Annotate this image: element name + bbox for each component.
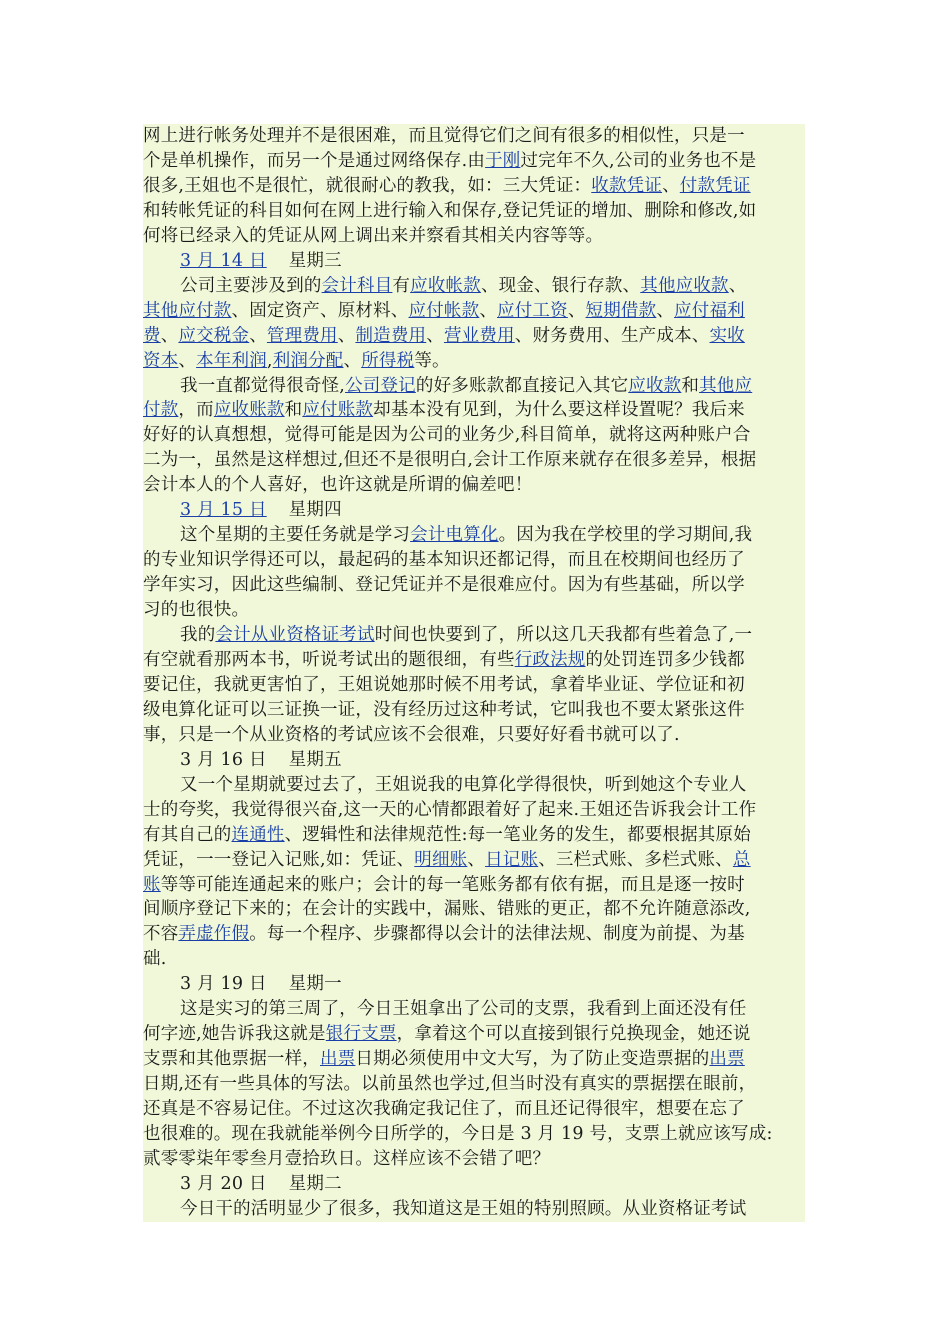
text-line — [143, 922, 745, 947]
date-heading — [180, 249, 342, 274]
text-line — [143, 448, 756, 473]
body-text: 、 — [479, 300, 498, 321]
body-text: 等。 — [414, 350, 450, 371]
text-line — [143, 798, 756, 823]
text-line — [143, 648, 745, 673]
body-text: 不容 — [143, 924, 179, 945]
date-text: 星期四 — [288, 500, 342, 521]
text-line — [143, 673, 745, 698]
text-line — [143, 598, 249, 623]
body-text: 要记住，我就更害怕了，王姐说她那时候不用考试，拿着毕业证、学位证和初 — [143, 674, 745, 695]
text-line — [180, 374, 752, 399]
body-text: 、 — [160, 325, 179, 346]
term-link[interactable]: 实收 — [709, 325, 745, 346]
body-text: 事，只是一个从业资格的考试应该不会很难，只要好好看书就可以了. — [143, 724, 680, 745]
body-text: 时间也快要到了，所以这几天我都有些着急了,一 — [374, 625, 753, 645]
body-text: 、 — [343, 350, 362, 371]
body-text: 这个星期的主要任务就是学习 — [180, 525, 411, 546]
date-text: 3 月 16 日 — [180, 749, 267, 770]
term-link[interactable]: 付款 — [143, 400, 179, 421]
text-line — [143, 873, 745, 898]
term-link[interactable]: 明细账 — [414, 849, 468, 870]
body-text: 、 — [656, 300, 675, 321]
body-text: 何将已经录入的凭证从网上调出来并察看其相关内容等等。 — [143, 225, 604, 246]
term-link[interactable]: 于刚 — [485, 150, 521, 171]
body-text: 今日干的活明显少了很多，我知道这是王姐的特别照顾。从业资格证考试 — [180, 1198, 747, 1219]
term-link[interactable]: 应付账款 — [302, 400, 374, 421]
text-line — [180, 997, 746, 1022]
body-text: 我一直都觉得很奇怪, — [180, 375, 346, 396]
body-text: 二为一，虽然是这样想过,但还不是很明白,会计工作原来就存在很多差异，根据 — [143, 450, 757, 471]
document-text-block — [143, 124, 805, 1222]
body-text: 的专业知识学得还可以，最起码的基本知识还都记得，而且在校期间也经历了 — [143, 550, 745, 571]
body-text: 很多,王姐也不是很忙，就很耐心的教我，如：三大凭证： — [143, 175, 592, 196]
date-heading — [180, 972, 342, 997]
body-text: 公司主要涉及到的 — [180, 275, 322, 296]
term-link[interactable]: 行政法规 — [514, 649, 586, 670]
term-link[interactable]: 账 — [143, 874, 161, 895]
text-line — [143, 947, 166, 972]
term-link[interactable]: 资本 — [143, 350, 179, 371]
body-text: 和 — [681, 375, 700, 396]
date-text: 3 月 20 日 — [180, 1173, 267, 1194]
text-line — [143, 1022, 751, 1047]
body-text: 何字迹,她告诉我这就是 — [143, 1024, 326, 1045]
term-link[interactable]: 收款凭证 — [591, 175, 663, 196]
text-line — [143, 349, 450, 374]
date-text: 3 月 19 日 — [180, 974, 267, 995]
term-link[interactable]: 会计从业资格证考试 — [215, 625, 375, 645]
body-text: 、 — [662, 175, 680, 196]
text-line — [143, 848, 751, 873]
term-link[interactable]: 费 — [143, 325, 161, 346]
term-link[interactable]: 会计电算化 — [410, 525, 499, 546]
text-line — [180, 773, 746, 798]
date-heading — [180, 1172, 342, 1197]
term-link[interactable]: 本年利润 — [196, 350, 267, 371]
body-text: 、固定资产、原材料、 — [231, 300, 409, 321]
body-text: 、现金、银行存款、 — [480, 275, 641, 296]
body-text: 有空就看那两本书，听说考试出的题很细，有些 — [143, 649, 515, 670]
term-link[interactable]: 其他应 — [699, 375, 753, 396]
term-link[interactable]: 应付帐款 — [408, 300, 480, 321]
body-text: ，拿着这个可以直接到银行兑换现金，她还说 — [396, 1024, 751, 1045]
text-line — [143, 698, 745, 723]
body-text: 过完年不久,公司的业务也不是 — [520, 150, 757, 171]
body-text: 个是单机操作，而另一个是通过网络保存.由 — [143, 150, 486, 171]
text-line — [143, 573, 745, 598]
term-link[interactable]: 应收账款 — [213, 400, 285, 421]
text-line — [180, 523, 752, 548]
text-line — [143, 1072, 756, 1097]
text-line — [143, 224, 603, 249]
body-text: 、财务费用、生产成本、 — [514, 325, 710, 346]
body-text: 有 — [392, 275, 411, 296]
date-link[interactable]: 3 月 14 日 — [180, 250, 267, 271]
text-line — [143, 174, 751, 199]
body-text: ，而 — [178, 400, 214, 421]
body-text: 好好的认真想想，觉得可能是因为公司的业务少,科目简单，就将这两种账户合 — [143, 425, 751, 446]
date-text: 星期一 — [288, 974, 342, 995]
body-text: 凭证，一一登记入记账,如：凭证、 — [143, 849, 415, 870]
date-text: 星期五 — [288, 749, 342, 770]
body-text: 学年实习，因此这些编制、登记凭证并不是很难应付。因为有些基础，所以学 — [143, 575, 745, 596]
text-line — [143, 1122, 773, 1147]
body-text: 又一个星期就要过去了，王姐说我的电算化学得很快，听到她这个专业人 — [180, 774, 747, 795]
body-text: 、 — [426, 325, 444, 346]
text-line — [143, 548, 745, 573]
term-link[interactable]: 日记账 — [485, 849, 539, 870]
text-line — [143, 723, 680, 748]
body-text: 习的也很快。 — [143, 600, 250, 621]
term-link[interactable]: 应收款 — [628, 375, 682, 396]
text-line — [143, 199, 756, 224]
date-heading — [180, 498, 342, 523]
term-link[interactable]: 总 — [732, 849, 751, 870]
term-link[interactable]: 应付福利 — [674, 300, 745, 321]
body-text: 等等可能连通起来的账户；会计的每一笔账务都有依有据，而且是逐一按时 — [160, 874, 745, 895]
text-line — [143, 1097, 745, 1122]
term-link[interactable]: 连通性 — [231, 824, 285, 845]
body-text: 这是实习的第三周了，今日王姐拿出了公司的支票，我看到上面还没有任 — [180, 999, 747, 1020]
date-text: 星期三 — [288, 250, 342, 271]
text-line — [143, 324, 745, 349]
term-link[interactable]: 短期借款 — [585, 300, 657, 321]
body-text: 士的夸奖，我觉得很兴奋,这一天的心情都跟着好了起来.王姐还告诉我会计工作 — [143, 799, 757, 820]
date-text: 星期二 — [288, 1173, 342, 1194]
term-link[interactable]: 其他应付款 — [143, 300, 232, 321]
body-text: 、 — [337, 325, 356, 346]
body-text: 础. — [143, 949, 167, 970]
text-line — [143, 473, 532, 498]
body-text: 我的 — [180, 625, 216, 645]
text-line — [143, 1147, 550, 1172]
term-link[interactable]: 出票 — [709, 1049, 745, 1070]
term-link[interactable]: 应付工资 — [497, 300, 568, 321]
body-text: 贰零零柒年零叁月壹拾玖日。这样应该不会错了吧？ — [143, 1148, 551, 1169]
text-line — [143, 149, 756, 174]
term-link[interactable]: 其他应收款 — [640, 275, 729, 296]
text-line — [143, 823, 751, 848]
term-link[interactable]: 出票 — [320, 1049, 356, 1070]
text-line — [143, 1047, 745, 1072]
text-line — [143, 423, 751, 448]
term-link[interactable]: 利润分配 — [272, 350, 344, 371]
term-link[interactable]: 应收帐款 — [410, 275, 481, 296]
body-text: 、三栏式账、多栏式账、 — [538, 849, 733, 870]
body-text: 也很难的。现在我就能举例今日所学的，今日是 3 月 19 号，支票上就应该写成: — [143, 1124, 773, 1144]
text-line — [180, 274, 746, 299]
body-text: 、 — [249, 325, 267, 346]
text-line — [143, 124, 745, 149]
body-text: 和 — [284, 400, 303, 421]
text-line — [180, 1197, 746, 1222]
term-link[interactable]: 营业费用 — [443, 325, 515, 346]
date-heading — [180, 748, 342, 773]
term-link[interactable]: 付款凭证 — [679, 175, 751, 196]
body-text: 的处罚连罚多少钱都 — [585, 649, 745, 670]
body-text: 会计本人的个人喜好，也许这就是所谓的偏差吧！ — [143, 475, 533, 496]
body-text: 、 — [567, 300, 586, 321]
term-link[interactable]: 制造费用 — [355, 325, 427, 346]
text-line — [143, 398, 745, 423]
body-text: 的好多账款都直接记入其它 — [415, 375, 629, 396]
text-line — [143, 299, 745, 324]
body-text: 网上进行帐务处理并不是很困难，而且觉得它们之间有很多的相似性，只是一 — [143, 126, 745, 146]
term-link[interactable]: 应交税金 — [178, 325, 250, 346]
body-text: 。因为我在学校里的学习期间,我 — [498, 525, 753, 546]
body-text: 日期必须使用中文大写，为了防止变造票据的 — [355, 1049, 710, 1070]
body-text: 、 — [178, 350, 197, 371]
body-text: 间顺序登记下来的；在会计的实践中，漏账、错账的更正，都不允许随意添改, — [143, 899, 751, 920]
term-link[interactable]: 管理费用 — [266, 325, 338, 346]
term-link[interactable]: 所得税 — [361, 350, 415, 371]
body-text: 却基本没有见到，为什么要这样设置呢？我后来 — [373, 400, 745, 421]
body-text: 、 — [467, 849, 486, 870]
body-text: 级电算化证可以三证换一证，没有经历过这种考试，它叫我也不要太紧张这件 — [143, 699, 745, 720]
body-text: 有其自己的 — [143, 824, 232, 845]
text-line — [180, 623, 752, 648]
date-link[interactable]: 3 月 15 日 — [180, 500, 267, 521]
term-link[interactable]: 弄虚作假 — [178, 924, 250, 945]
body-text: 和转帐凭证的科目如何在网上进行输入和保存,登记凭证的增加、删除和修改,如 — [143, 200, 757, 221]
body-text: 还真是不容易记住。不过这次我确定我记住了，而且还记得很牢，想要在忘了 — [143, 1099, 745, 1120]
body-text: 。每一个程序、步骤都得以会计的法律法规、制度为前提、为基 — [249, 924, 745, 945]
body-text: 、 — [728, 275, 747, 296]
body-text: 支票和其他票据一样， — [143, 1049, 320, 1070]
body-text: , — [266, 350, 273, 371]
term-link[interactable]: 会计科目 — [321, 275, 393, 296]
body-text: 日期,还有一些具体的写法。以前虽然也学过,但当时没有真实的票据摆在眼前， — [143, 1074, 757, 1095]
term-link[interactable]: 公司登记 — [345, 375, 416, 396]
text-line — [143, 897, 751, 922]
term-link[interactable]: 银行支票 — [325, 1024, 397, 1045]
body-text: 、逻辑性和法律规范性:每一笔业务的发生，都要根据其原始 — [284, 824, 751, 845]
